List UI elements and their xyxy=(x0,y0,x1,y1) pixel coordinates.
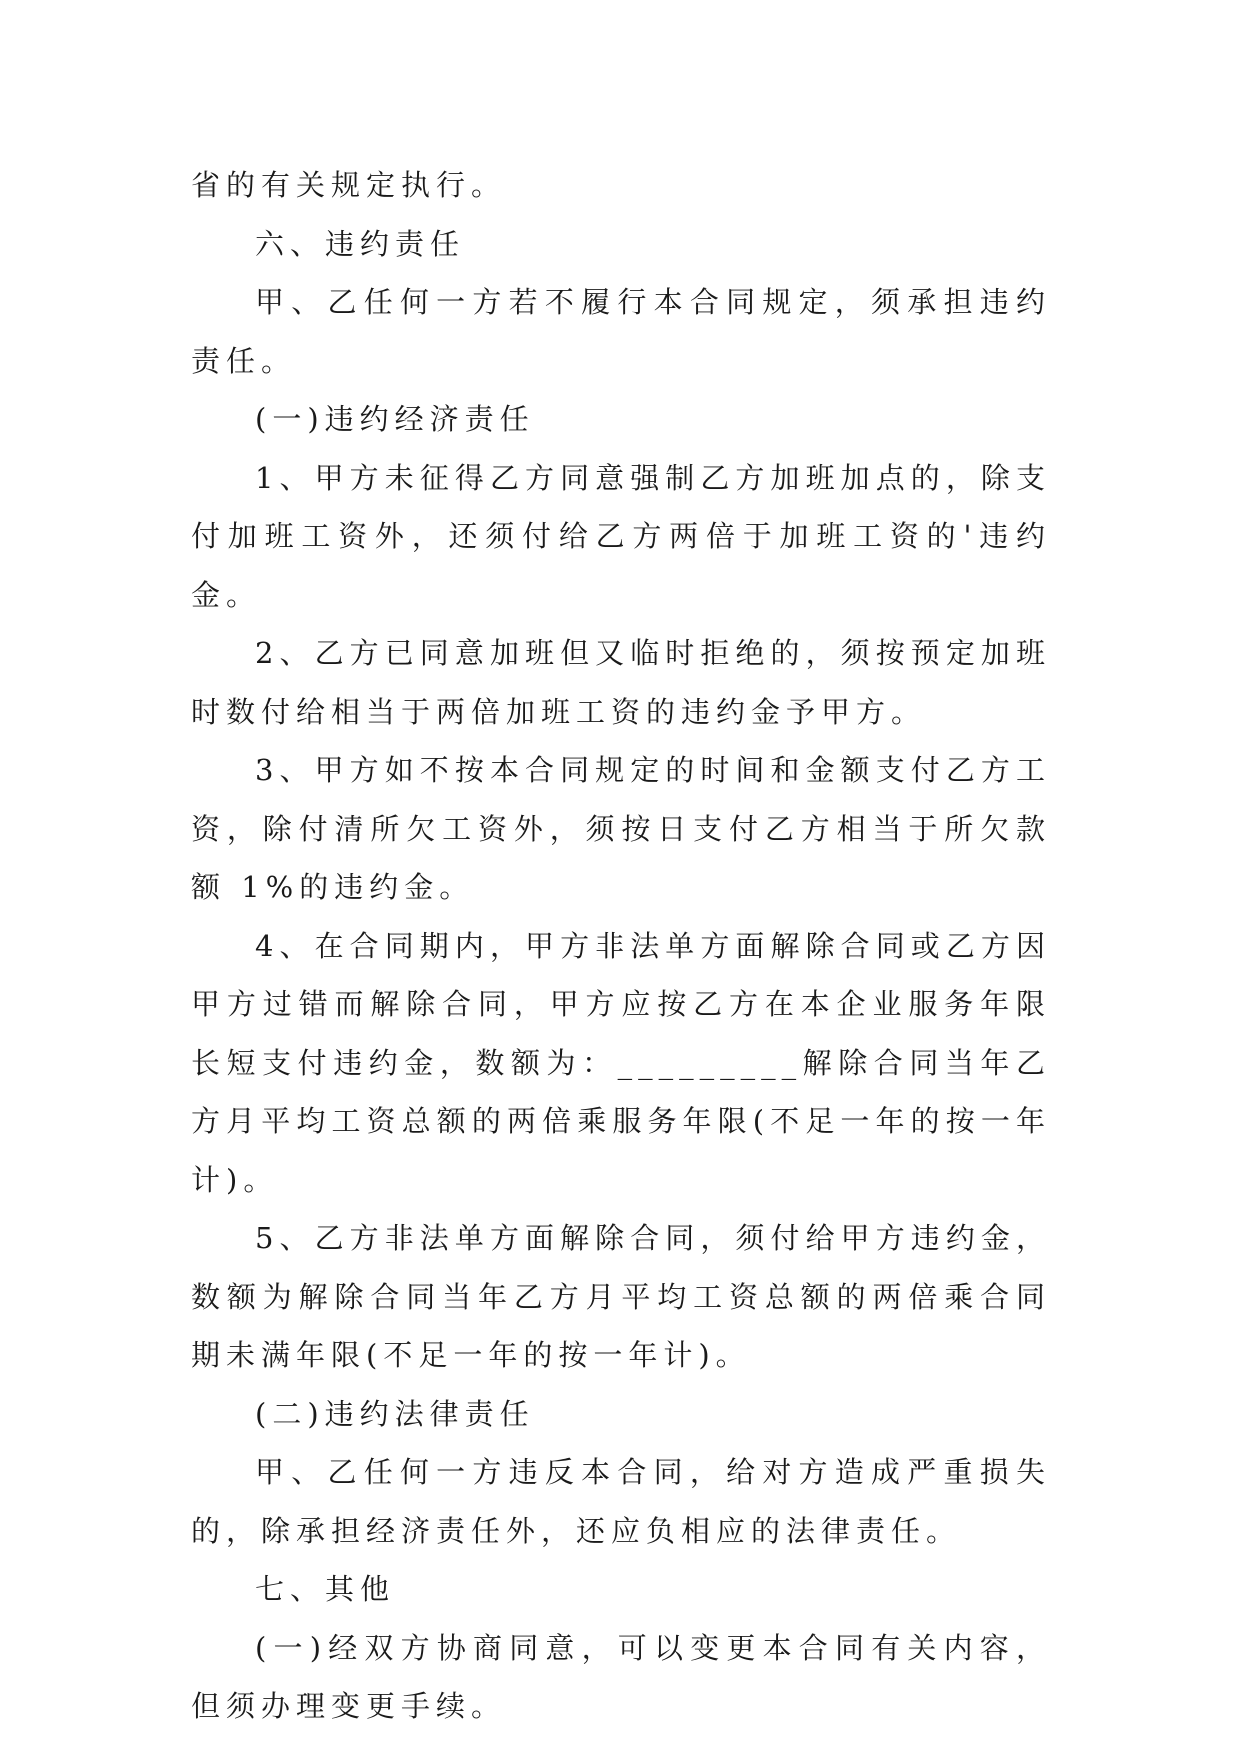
clause-item: 3、甲方如不按本合同规定的时间和金额支付乙方工资，除付清所欠工资外，须按日支付乙方相当于所欠款额 1%的违约金。 xyxy=(191,753,1051,904)
paragraph-continuation: 省的有关规定执行。 xyxy=(191,168,507,202)
document-body xyxy=(191,156,1051,1736)
subsection-heading-legal-liability: (二)违约法律责任 xyxy=(255,1396,535,1431)
clause-item: 1、甲方未征得乙方同意强制乙方加班加点的，除支付加班工资外，还须付给乙方两倍于加班工资的'违约金。 xyxy=(191,460,1051,612)
subsection-heading-economic-liability: (一)违约经济责任 xyxy=(255,402,535,436)
clause-item: 5、乙方非法单方面解除合同，须付给甲方违约金，数额为解除合同当年乙方月平均工资总额的两倍乘合同期未满年限(不足一年的按一年计)。 xyxy=(191,1221,1051,1372)
paragraph: 甲、乙任何一方若不履行本合同规定，须承担违约责任。 xyxy=(191,285,1051,378)
paragraph: 甲、乙任何一方违反本合同，给对方造成严重损失的，除承担经济责任外，还应负相应的法律责任。 xyxy=(191,1455,1051,1548)
section-heading-breach-liability: 六、违约责任 xyxy=(255,226,466,261)
clause-item: 4、在合同期内，甲方非法单方面解除合同或乙方因甲方过错而解除合同，甲方应按乙方在本企业服务年限长短支付违约金，数额为：_________解除合同当年乙方月平均工资总额的两倍乘服务年限(不足一年的按一年计)。 xyxy=(191,928,1051,1197)
clause-item: (一)经双方协商同意，可以变更本合同有关内容，但须办理变更手续。 xyxy=(191,1630,1051,1723)
clause-item: 2、乙方已同意加班但又临时拒绝的，须按预定加班时数付给相当于两倍加班工资的违约金予甲方。 xyxy=(191,636,1051,729)
section-heading-other: 七、其他 xyxy=(255,1572,396,1606)
